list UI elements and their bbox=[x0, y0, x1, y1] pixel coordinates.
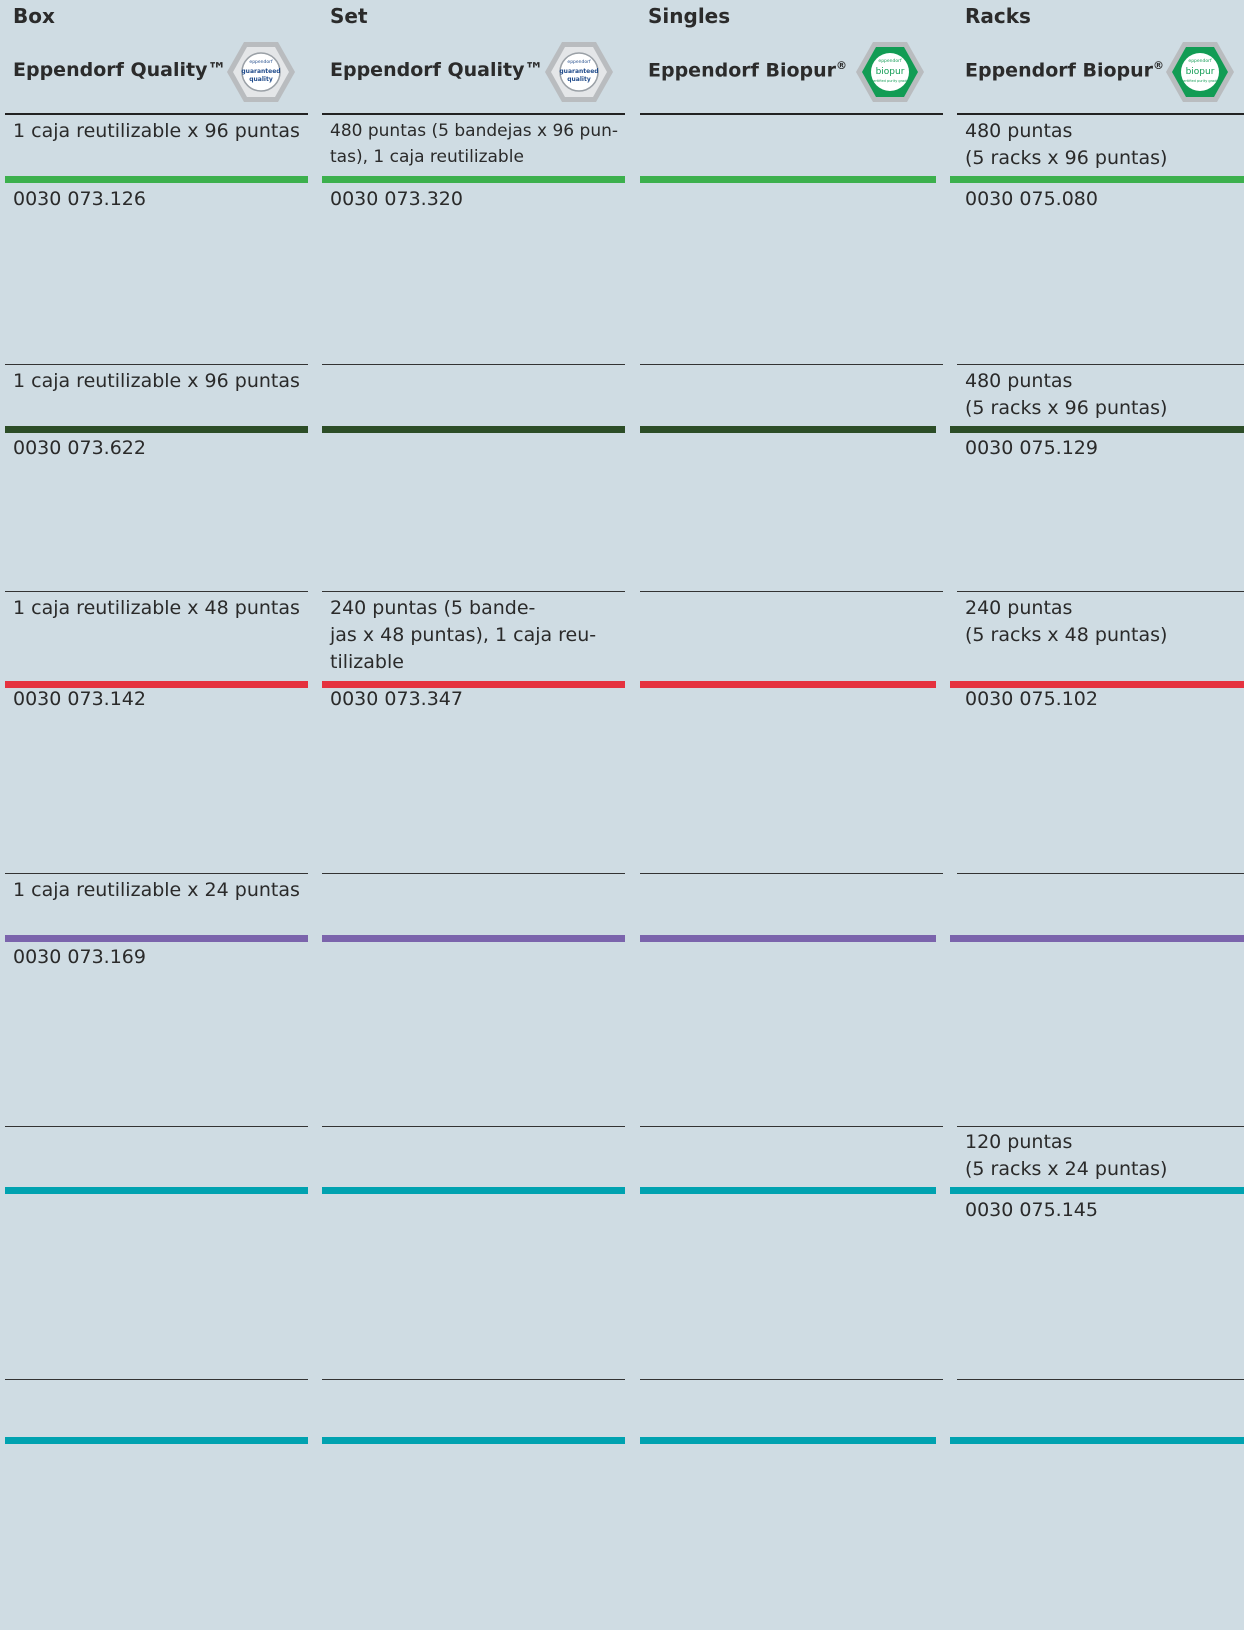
pack-text: 480 puntas (5 bandejas x 96 pun- tas), 1 caja reutilizable bbox=[330, 121, 618, 167]
pack-text: 1 caja reutilizable x 24 puntas bbox=[13, 879, 300, 901]
color-bar-row2 bbox=[322, 426, 625, 433]
color-bar-row3 bbox=[322, 681, 625, 688]
color-bar-row5 bbox=[322, 1187, 625, 1194]
svg-text:eppendorf: eppendorf bbox=[249, 60, 273, 65]
order-number: 0030 073.320 bbox=[330, 188, 463, 210]
brand-label-set: Eppendorf Quality™ bbox=[330, 59, 544, 81]
svg-text:eppendorf: eppendorf bbox=[878, 59, 902, 64]
row-divider bbox=[5, 591, 308, 592]
brand-label-box: Eppendorf Quality™ bbox=[13, 59, 227, 81]
pack-text: 1 caja reutilizable x 96 puntas bbox=[13, 370, 300, 392]
row-divider bbox=[5, 1379, 308, 1380]
color-bar-row6 bbox=[322, 1437, 625, 1444]
row-divider bbox=[957, 1126, 1244, 1127]
row-divider bbox=[5, 873, 308, 874]
color-bar-row1 bbox=[950, 176, 1244, 183]
row-divider bbox=[5, 1126, 308, 1127]
color-bar-row5 bbox=[950, 1187, 1244, 1194]
svg-text:biopur: biopur bbox=[1185, 67, 1215, 77]
color-bar-row1 bbox=[640, 176, 936, 183]
row-divider bbox=[322, 364, 625, 365]
svg-text:guaranteed: guaranteed bbox=[241, 68, 281, 75]
row-divider bbox=[322, 591, 625, 592]
color-bar-row1 bbox=[322, 176, 625, 183]
pack-text: 1 caja reutilizable x 96 puntas bbox=[13, 120, 300, 142]
column-heading-racks: Racks bbox=[965, 4, 1031, 28]
color-bar-row2 bbox=[950, 426, 1244, 433]
header-divider bbox=[5, 113, 308, 115]
row-divider bbox=[640, 1379, 943, 1380]
svg-text:eppendorf: eppendorf bbox=[567, 60, 591, 65]
row-divider bbox=[640, 873, 943, 874]
guaranteed-quality-seal-icon bbox=[226, 40, 296, 104]
pack-text: 240 puntas (5 racks x 48 puntas) bbox=[965, 597, 1168, 646]
row-divider bbox=[5, 364, 308, 365]
pack-text: 1 caja reutilizable x 48 puntas bbox=[13, 597, 300, 619]
svg-text:eppendorf: eppendorf bbox=[1188, 59, 1212, 64]
svg-text:guaranteed: guaranteed bbox=[559, 68, 599, 75]
order-number: 0030 073.126 bbox=[13, 188, 146, 210]
order-number: 0030 073.347 bbox=[330, 688, 463, 710]
svg-text:certified purity grade: certified purity grade bbox=[1181, 79, 1219, 83]
color-bar-row2 bbox=[5, 426, 308, 433]
row-divider bbox=[322, 1126, 625, 1127]
color-bar-row6 bbox=[5, 1437, 308, 1444]
pack-text: 480 puntas (5 racks x 96 puntas) bbox=[965, 120, 1168, 169]
row-divider bbox=[640, 364, 943, 365]
header-divider bbox=[640, 113, 943, 115]
pack-text: 480 puntas (5 racks x 96 puntas) bbox=[965, 370, 1168, 419]
row-divider bbox=[640, 591, 943, 592]
row-divider bbox=[322, 1379, 625, 1380]
row-divider bbox=[957, 873, 1244, 874]
header-divider bbox=[957, 113, 1244, 115]
guaranteed-quality-seal-icon bbox=[544, 40, 614, 104]
color-bar-row1 bbox=[5, 176, 308, 183]
header-divider bbox=[322, 113, 625, 115]
color-bar-row4 bbox=[950, 935, 1244, 942]
color-bar-row3 bbox=[640, 681, 936, 688]
column-heading-box: Box bbox=[13, 4, 55, 28]
color-bar-row5 bbox=[640, 1187, 936, 1194]
order-number: 0030 073.169 bbox=[13, 946, 146, 968]
svg-text:quality: quality bbox=[567, 76, 591, 83]
svg-text:certified purity grade: certified purity grade bbox=[871, 79, 909, 83]
color-bar-row3 bbox=[950, 681, 1244, 688]
brand-label-singles: Eppendorf Biopur® bbox=[648, 59, 848, 82]
row-divider bbox=[957, 591, 1244, 592]
biopur-seal-icon bbox=[1165, 40, 1235, 104]
row-divider bbox=[640, 1126, 943, 1127]
column-heading-set: Set bbox=[330, 4, 368, 28]
row-divider bbox=[322, 873, 625, 874]
order-number: 0030 075.129 bbox=[965, 437, 1098, 459]
biopur-seal-icon bbox=[855, 40, 925, 104]
order-number: 0030 075.145 bbox=[965, 1199, 1098, 1221]
color-bar-row4 bbox=[5, 935, 308, 942]
color-bar-row2 bbox=[640, 426, 936, 433]
color-bar-row6 bbox=[640, 1437, 936, 1444]
brand-label-racks: Eppendorf Biopur® bbox=[965, 59, 1165, 82]
column-heading-singles: Singles bbox=[648, 4, 731, 28]
row-divider bbox=[957, 1379, 1244, 1380]
order-number: 0030 073.622 bbox=[13, 437, 146, 459]
color-bar-row5 bbox=[5, 1187, 308, 1194]
color-bar-row4 bbox=[322, 935, 625, 942]
order-number: 0030 075.102 bbox=[965, 688, 1098, 710]
order-number: 0030 075.080 bbox=[965, 188, 1098, 210]
pack-text: 240 puntas (5 bande- jas x 48 puntas), 1 caja reu- tilizable bbox=[330, 597, 597, 673]
svg-text:biopur: biopur bbox=[875, 67, 905, 77]
color-bar-row3 bbox=[5, 681, 308, 688]
row-divider bbox=[957, 364, 1244, 365]
color-bar-row4 bbox=[640, 935, 936, 942]
pack-text: 120 puntas (5 racks x 24 puntas) bbox=[965, 1131, 1168, 1180]
svg-text:quality: quality bbox=[249, 76, 273, 83]
order-number: 0030 073.142 bbox=[13, 688, 146, 710]
color-bar-row6 bbox=[950, 1437, 1244, 1444]
